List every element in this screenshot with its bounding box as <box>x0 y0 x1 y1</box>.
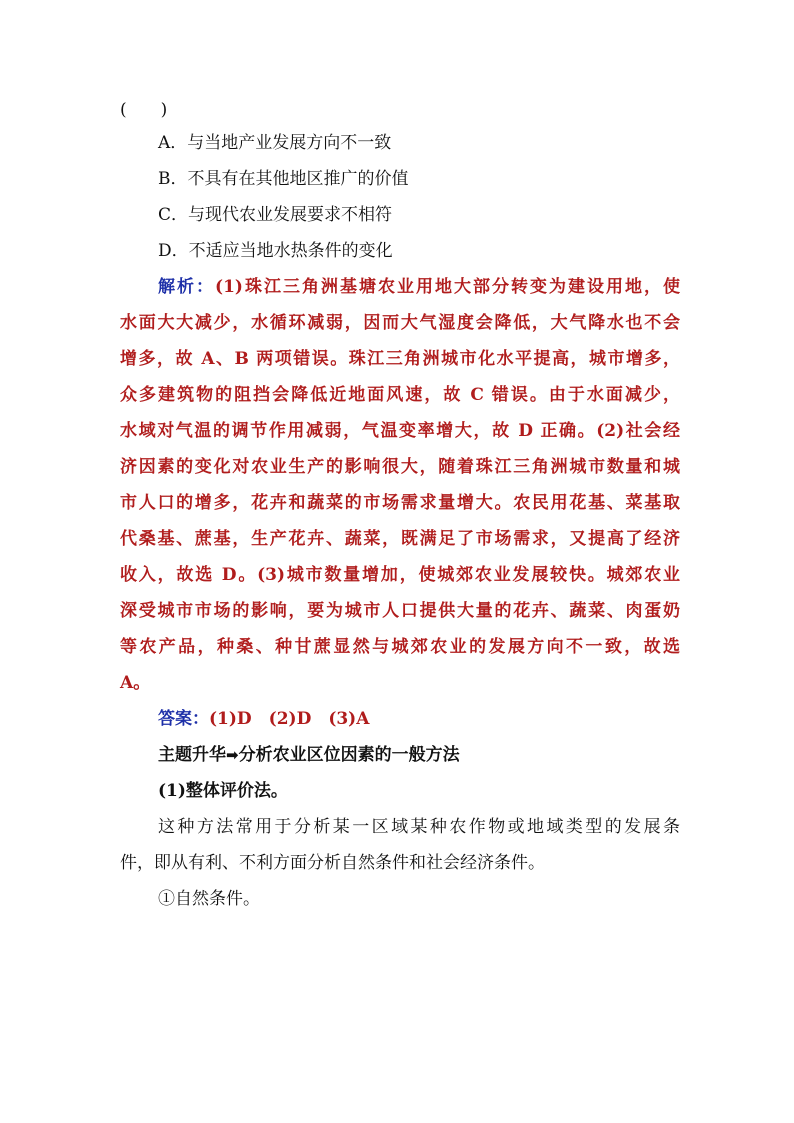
topic-prefix: 主题升华 <box>158 745 226 765</box>
analysis-line-11: 等农产品，种桑、种甘蔗显然与城郊农业的发展方向不一致，故选 <box>120 637 680 657</box>
answer-bracket: ( ) <box>120 100 168 120</box>
analysis-line-5: 水域对气温的调节作用减弱，气温变率增大，故 D 正确。(2)社会经 <box>120 421 680 441</box>
analysis-line-8: 代桑基、蔗基，生产花卉、蔬菜，既满足了市场需求，又提高了经济 <box>120 529 680 549</box>
topic-heading <box>158 744 718 766</box>
option-a: A．与当地产业发展方向不一致 <box>158 133 392 153</box>
answer-colon: ： <box>192 709 209 729</box>
analysis-line-7: 市人口的增多，花卉和蔬菜的市场需求量增大。农民用花基、菜基取 <box>120 493 680 513</box>
option-c: C．与现代农业发展要求不相符 <box>158 205 393 225</box>
analysis-line-10: 深受城市市场的影响，要为城市人口提供大量的花卉、蔬菜、肉蛋奶 <box>120 601 680 621</box>
analysis-line-1 <box>158 276 680 298</box>
method-para-line-1: 这种方法常用于分析某一区域某种农作物或地域类型的发展条 <box>158 817 680 837</box>
method-heading: (1)整体评价法。 <box>158 781 288 801</box>
method-sub-heading: ①自然条件。 <box>158 889 260 909</box>
analysis-text: (1)珠江三角洲基塘农业用地大部分转变为建设用地，使 <box>215 277 681 297</box>
topic-title: 分析农业区位因素的一般方法 <box>238 745 460 765</box>
analysis-line-12: A。 <box>120 673 151 693</box>
option-b: B．不具有在其他地区推广的价值 <box>158 169 409 189</box>
method-para-line-2: 件，即从有利、不利方面分析自然条件和社会经济条件。 <box>120 853 545 873</box>
analysis-line-6: 济因素的变化对农业生产的影响很大，随着珠江三角洲城市数量和城 <box>120 457 680 477</box>
answer-line <box>158 708 718 730</box>
answer-value: (1)D (2)D (3)A <box>209 709 370 729</box>
analysis-line-4: 众多建筑物的阻挡会降低近地面风速，故 C 错误。由于水面减少， <box>120 385 680 405</box>
arrow-right-icon: ➡ <box>226 746 239 764</box>
analysis-label: 解析 <box>158 277 197 297</box>
analysis-colon: ： <box>196 277 216 297</box>
option-d: D．不适应当地水热条件的变化 <box>158 241 393 261</box>
analysis-line-9: 收入，故选 D。(3)城市数量增加，使城郊农业发展较快。城郊农业 <box>120 565 680 585</box>
answer-label: 答案 <box>158 709 192 729</box>
analysis-line-2: 水面大大减少，水循环减弱，因而大气湿度会降低，大气降水也不会 <box>120 313 680 333</box>
analysis-line-3: 增多，故 A、B 两项错误。珠江三角洲城市化水平提高，城市增多， <box>120 349 680 369</box>
